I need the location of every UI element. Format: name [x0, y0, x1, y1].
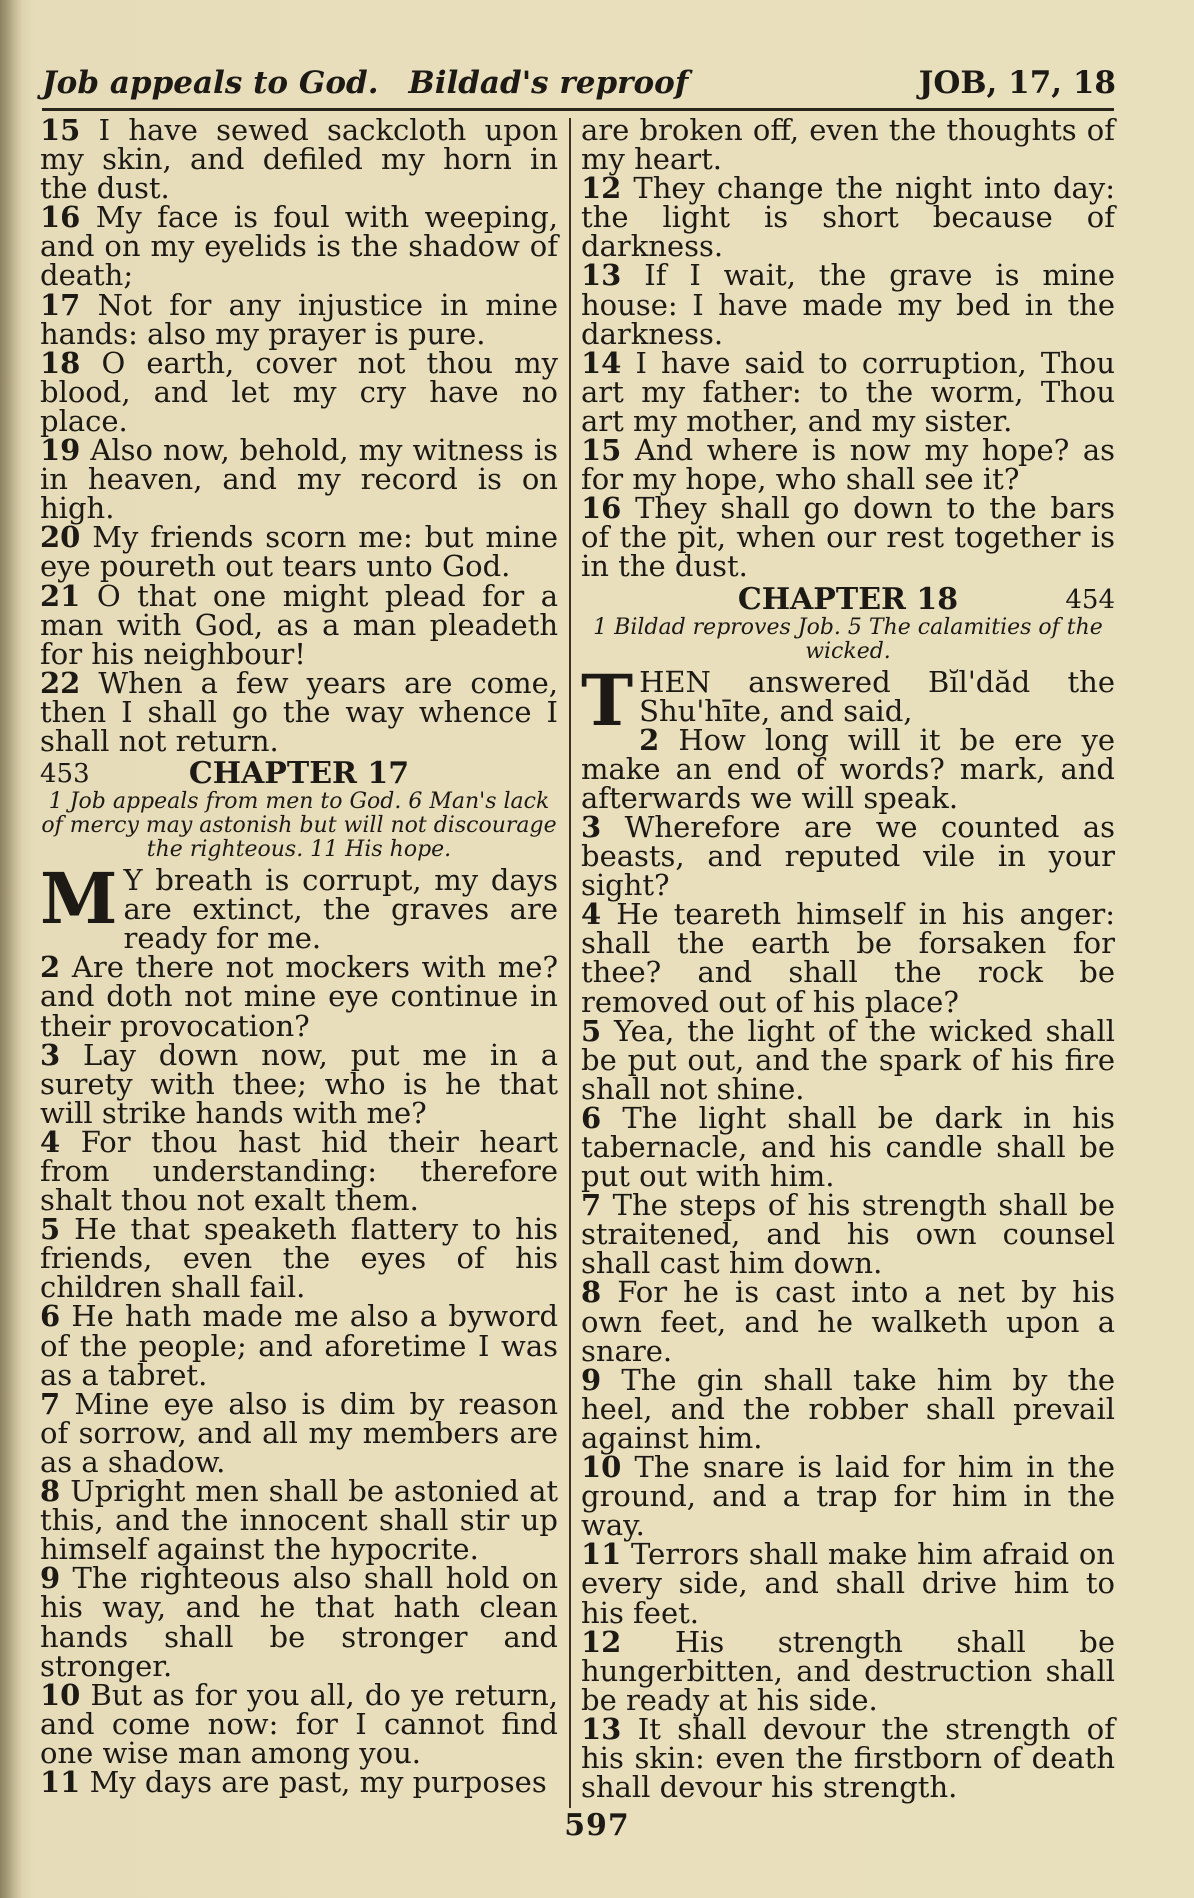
running-header — [42, 58, 1116, 108]
verse: 5 He that speaketh flattery to his friends, even the eyes of his children shall fail. — [40, 1212, 559, 1305]
header-rule — [42, 108, 1114, 111]
verse: 15 And where is now my hope? as for my hope, who shall see it? — [581, 433, 1116, 497]
verse: 2 Are there not mockers with me? and doth not mine eye continue in their provocation? — [40, 950, 558, 1043]
verse: 4 He teareth himself in his anger: shall the earth be forsaken for thee? and shall the rock be removed out of his place? — [581, 897, 1115, 1019]
chapter-18-page-ref: 454 — [1065, 584, 1115, 615]
verse: 17 Not for any injustice in mine hands: also my prayer is pure. — [40, 287, 559, 351]
verse: 11 My days are past, my purposes — [40, 1764, 547, 1799]
verse: 7 The steps of his strength shall be straitened, and his own counsel shall cast him down. — [581, 1188, 1116, 1281]
verse-continuation: are broken off, even the thoughts of my heart. — [581, 113, 1115, 177]
column-divider — [569, 118, 571, 1808]
verse: 16 They shall go down to the bars of the pit, when our rest together is in the dust. — [581, 491, 1115, 584]
verse: 14 I have said to corruption, Thou art my father: to the worm, Thou art my mother, and my sister. — [581, 345, 1115, 438]
verse: 21 O that one might plead for a man with God, as a man pleadeth for his neighbour! — [40, 578, 559, 671]
chapter-17-heading — [40, 758, 558, 790]
chapter-18-verse-1: THEN answered Bĭl'dăd the Shu'hīte, and said, — [581, 658, 1115, 742]
chapter-17-summary: 1 Job appeals from men to God. 6 Man's lack of mercy may astonish but will not discourage the righteous. 11 His hope. — [41, 789, 557, 863]
verse: 3 Lay down now, put me in a surety with thee; who is he that will strike hands with me? — [40, 1037, 558, 1130]
chapter-17-title: CHAPTER 17 — [188, 756, 410, 792]
verse: 9 The righteous also shall hold on his way, and he that hath clean hands shall be stronger and stronger. — [40, 1561, 559, 1683]
verse: 10 But as for you all, do ye return, and come now: for I cannot find one wise man among you. — [40, 1677, 558, 1770]
verse: 8 Upright men shall be astonied at this, and the innocent shall stir up himself against the hypocrite. — [40, 1474, 559, 1567]
header-topic-job-appeals: Job appeals to God. — [42, 65, 379, 101]
header-topic-bildads-reproof: Bildad's reproof — [408, 65, 689, 101]
chapter-17-verse-1: M Y breath is corrupt, my days are extinct, the graves are ready for me. — [40, 857, 558, 956]
verse: 7 Mine eye also is dim by reason of sorrow, and all my members are as a shadow. — [40, 1386, 558, 1479]
verse: 18 O earth, cover not thou my blood, and let my cry have no place. — [40, 345, 558, 438]
chapter-18-title: CHAPTER 18 — [737, 581, 959, 617]
header-topics — [42, 58, 688, 108]
dropcap-letter: T — [581, 658, 634, 742]
verse: 13 It shall devour the strength of his skin: even the firstborn of death shall devour his strength. — [581, 1711, 1116, 1805]
left-column — [40, 113, 559, 1799]
dropcap-letter: M — [40, 857, 118, 941]
verse: 16 My face is foul with weeping, and on my eyelids is the shadow of death; — [40, 200, 558, 293]
verse: 5 Yea, the light of the wicked shall be put out, and the spark of his fire shall not shine. — [581, 1013, 1116, 1106]
verse: 2 How long will it be ere ye make an end of words? mark, and afterwards we will speak. — [581, 722, 1115, 815]
verse: 12 They change the night into day: the light is short because of darkness. — [581, 171, 1116, 264]
verse: 20 My friends scorn me: but mine eye poureth out tears unto God. — [40, 520, 558, 584]
verse: 3 Wherefore are we counted as beasts, and reputed vile in your sight? — [581, 809, 1116, 903]
verse: 6 He hath made me also a byword of the people; and aforetime I was as a tabret. — [40, 1299, 559, 1392]
verse: 11 Terrors shall make him afraid on every side, and shall drive him to his feet. — [581, 1537, 1115, 1630]
verse: 22 When a few years are come, then I shall go the way whence I shall not return. — [40, 665, 559, 758]
verse: 8 For he is cast into a net by his own feet, and he walketh upon a snare. — [581, 1275, 1115, 1368]
verse: 10 The snare is laid for him in the ground, and a trap for him in the way. — [581, 1450, 1115, 1543]
header-book-chapters: JOB, 17, 18 — [918, 65, 1116, 101]
chapter-18-summary: 1 Bildad reproves Job. 5 The calamities of the wicked. — [593, 614, 1103, 664]
verse: 4 For thou hast hid their heart from understanding: therefore shalt thou not exalt them. — [40, 1124, 558, 1218]
right-column — [581, 113, 1116, 1805]
verse: 12 His strength shall be hungerbitten, and destruction shall be ready at his side. — [581, 1624, 1115, 1717]
verse: 13 If I wait, the grave is mine house: I have made my bed in the darkness. — [581, 258, 1115, 351]
page-gutter-shadow — [0, 0, 22, 1898]
page-number: 597 — [564, 1808, 630, 1843]
verse: 19 Also now, behold, my witness is in heaven, and my record is on high. — [40, 433, 559, 526]
verse: 6 The light shall be dark in his tabernacle, and his candle shall be put out with him. — [581, 1100, 1115, 1194]
chapter-17-page-ref: 453 — [40, 759, 90, 790]
chapter-18-heading — [581, 581, 1115, 617]
verse: 15 I have sewed sackcloth upon my skin, and defiled my horn in the dust. — [40, 113, 558, 206]
verse: 9 The gin shall take him by the heel, and the robber shall prevail against him. — [581, 1362, 1116, 1455]
